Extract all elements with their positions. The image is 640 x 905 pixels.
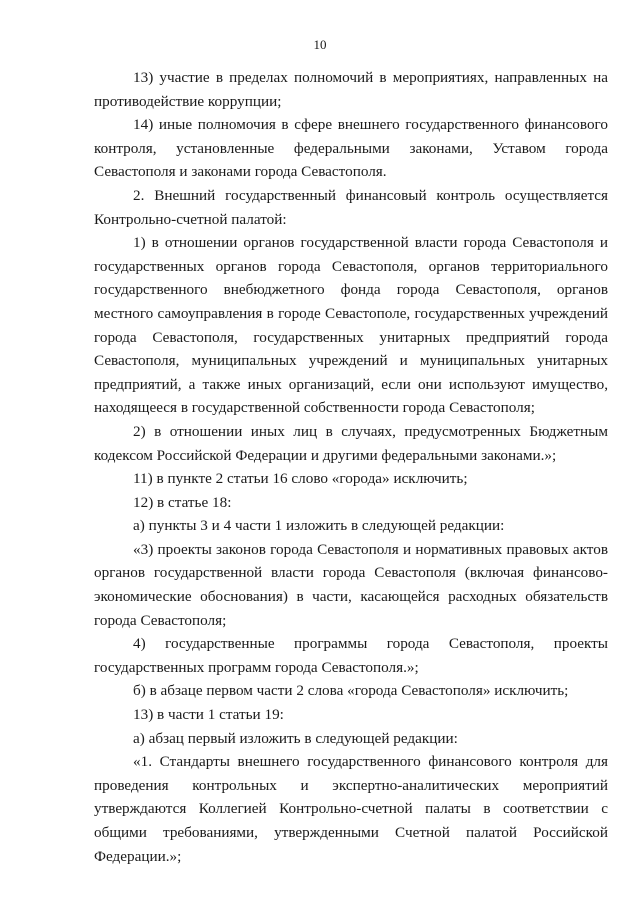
paragraph-13-anticorruption: 13) участие в пределах полномочий в мероприятиях, направленных на противодействие коррупции; bbox=[94, 69, 608, 110]
paragraph-item-4-state-programs: 4) государственные программы города Севастополя, проекты государственных программ города Севастополя.»; bbox=[94, 635, 608, 676]
paragraph-11-article-16: 11) в пункте 2 статьи 16 слово «города» исключить; bbox=[133, 470, 468, 488]
page-number: 10 bbox=[313, 37, 327, 52]
paragraph-14-other-powers: 14) иные полномочия в сфере внешнего государственного финансового контроля, установленные федеральными законами, Уставом города Севастополя и законами города Севастополя. bbox=[94, 116, 608, 181]
paragraph-standards: «1. Стандарты внешнего государственного финансового контроля для проведения контрольных и экспертно-аналитических мероприятий утверждаются Коллегией Контрольно-счетной палаты в соответствии с общими требованиями, утвержденными Счетной палатой Российской Федерации.»; bbox=[94, 753, 608, 865]
paragraph-item-2-other-persons: 2) в отношении иных лиц в случаях, предусмотренных Бюджетным кодексом Российской Федерации и другими федеральными законами.»; bbox=[94, 422, 608, 464]
paragraph-13-article-19: 13) в части 1 статьи 19: bbox=[133, 706, 284, 724]
paragraph-12a-items-3-4: а) пункты 3 и 4 части 1 изложить в следующей редакции: bbox=[133, 517, 505, 535]
paragraph-13a-first-para: а) абзац первый изложить в следующей редакции: bbox=[133, 729, 458, 747]
document-body bbox=[94, 66, 608, 868]
paragraph-item-3-law-drafts: «3) проекты законов города Севастополя и нормативных правовых актов органов государственной власти города Севастополя (включая финансово-экономические обоснования) в части, касающейся расходных обязательств города Севастополя; bbox=[94, 540, 608, 629]
paragraph-12-article-18: 12) в статье 18: bbox=[133, 493, 232, 511]
paragraph-item-1-organs: 1) в отношении органов государственной власти города Севастополя и государственных органов города Севастополя, органов территориального государственного внебюджетного фонда города Севастополя, органов местного самоуправления в городе Севастополе, государственных учреждений города Севастополя, государственных унитарных предприятий города Севастополя, муниципальных учреждений и муниципальных унитарных предприятий, а также иных организаций, если они используют имущество, находящееся в государственной собственности города Севастополя; bbox=[94, 234, 608, 417]
paragraph-12b-part-2: б) в абзаце первом части 2 слова «города Севастополя» исключить; bbox=[133, 682, 569, 700]
paragraph-section-2-intro: 2. Внешний государственный финансовый контроль осуществляется Контрольно-счетной палатой: bbox=[94, 186, 608, 228]
